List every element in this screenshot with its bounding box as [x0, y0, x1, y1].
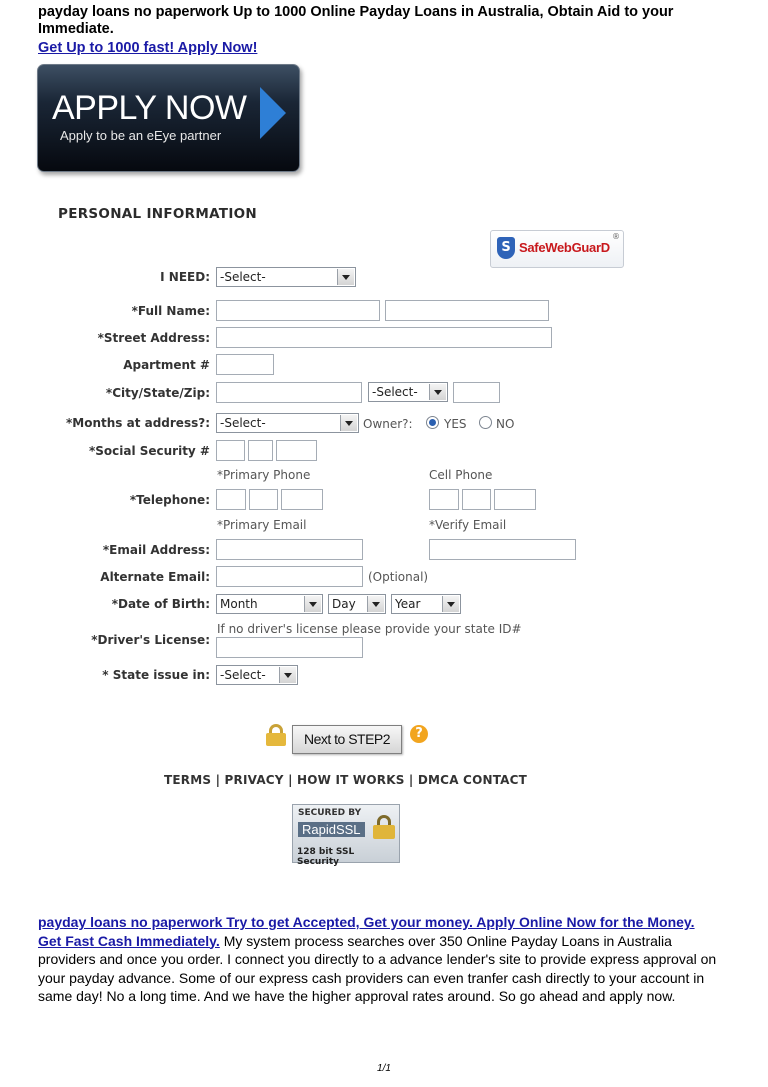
primary-email-label: *Primary Email	[217, 518, 307, 532]
apartment-input[interactable]	[216, 354, 274, 375]
primary-phone-label: *Primary Phone	[217, 468, 311, 482]
telephone-label: *Telephone:	[129, 493, 210, 507]
dob-label: *Date of Birth:	[111, 597, 210, 611]
apply-now-link[interactable]: Get Up to 1000 fast! Apply Now!	[38, 40, 258, 56]
owner-label: Owner?:	[363, 417, 413, 431]
chevron-down-icon	[442, 596, 459, 612]
owner-yes-radio[interactable]	[426, 416, 439, 429]
next-step-button[interactable]: Next to STEP2	[292, 725, 402, 754]
first-name-input[interactable]	[216, 300, 380, 321]
license-label: *Driver's License:	[91, 633, 210, 647]
chevron-down-icon	[340, 415, 357, 431]
ssl-brand: RapidSSL	[298, 822, 365, 837]
state-issue-label: * State issue in:	[102, 668, 210, 682]
chevron-down-icon	[367, 596, 384, 612]
apartment-label: Apartment #	[123, 358, 210, 372]
ssn-part3-input[interactable]	[276, 440, 317, 461]
chevron-down-icon	[304, 596, 321, 612]
need-label: I NEED:	[160, 270, 210, 284]
birth-day-select[interactable]: Day	[328, 594, 386, 614]
owner-no-label: NO	[496, 417, 515, 431]
owner-yes-label: YES	[444, 417, 467, 431]
play-arrow-icon	[260, 87, 286, 139]
footer-links[interactable]: TERMS | PRIVACY | HOW IT WORKS | DMCA CONTACT	[164, 773, 528, 787]
ssn-part2-input[interactable]	[248, 440, 273, 461]
chevron-down-icon	[337, 269, 354, 285]
phone-prefix-input[interactable]	[249, 489, 278, 510]
phone-line-input[interactable]	[281, 489, 323, 510]
birth-year-select[interactable]: Year	[391, 594, 461, 614]
banner-subtext: Apply to be an eEye partner	[60, 128, 222, 143]
cell-phone-label: Cell Phone	[429, 468, 493, 482]
owner-no-radio[interactable]	[479, 416, 492, 429]
shield-icon: S	[497, 237, 515, 259]
full-name-label: *Full Name:	[131, 304, 210, 318]
page-number: 1/1	[377, 1063, 391, 1074]
section-title: PERSONAL INFORMATION	[58, 206, 258, 222]
alt-email-input[interactable]	[216, 566, 363, 587]
email-input[interactable]	[216, 539, 363, 560]
phone-area-input[interactable]	[216, 489, 246, 510]
verify-email-input[interactable]	[429, 539, 576, 560]
ssl-secured-by: SECURED BY	[298, 808, 362, 818]
lock-icon	[266, 724, 286, 746]
safewebguard-badge	[490, 230, 624, 268]
state-issue-select[interactable]: -Select-	[216, 665, 298, 685]
license-note: If no driver's license please provide your state ID#	[217, 622, 522, 636]
cell-line-input[interactable]	[494, 489, 536, 510]
rapidssl-seal	[292, 804, 400, 867]
months-label: *Months at address?:	[66, 416, 210, 430]
bottom-link-headline[interactable]: payday loans no paperwork Try to get Accepted, Get your money. Apply Online Now for the Money.	[38, 914, 695, 930]
banner-headline: APPLY NOW	[52, 89, 247, 127]
ssn-label: *Social Security #	[88, 444, 210, 458]
license-input[interactable]	[216, 637, 363, 658]
registered-mark: ®	[612, 232, 620, 241]
cell-area-input[interactable]	[429, 489, 459, 510]
verify-email-label: *Verify Email	[429, 518, 507, 532]
zip-input[interactable]	[453, 382, 500, 403]
chevron-down-icon	[279, 667, 296, 683]
apply-now-banner[interactable]	[37, 64, 300, 172]
ssl-bits: 128 bit SSL Security	[297, 847, 355, 867]
street-label: *Street Address:	[97, 331, 210, 345]
help-icon[interactable]: ?	[410, 725, 428, 743]
application-form	[40, 196, 660, 876]
ssn-part1-input[interactable]	[216, 440, 245, 461]
alt-email-label: Alternate Email:	[100, 570, 210, 584]
optional-note: (Optional)	[368, 570, 429, 584]
need-select[interactable]: -Select-	[216, 267, 356, 287]
page-title: payday loans no paperwork Up to 1000 Online Payday Loans in Australia, Obtain Aid to your Immediate.	[38, 4, 674, 37]
bottom-link-fast-cash[interactable]: Get Fast Cash Immediately.	[38, 932, 220, 949]
badge-text: SafeWebGuarD	[519, 240, 610, 255]
chevron-down-icon	[429, 384, 446, 400]
state-select[interactable]: -Select-	[368, 382, 448, 402]
email-label: *Email Address:	[102, 543, 210, 557]
padlock-icon	[373, 815, 395, 839]
street-input[interactable]	[216, 327, 552, 348]
months-select[interactable]: -Select-	[216, 413, 359, 433]
last-name-input[interactable]	[385, 300, 549, 321]
city-state-zip-label: *City/State/Zip:	[105, 386, 210, 400]
bottom-paragraph	[38, 913, 728, 1006]
birth-month-select[interactable]: Month	[216, 594, 323, 614]
city-input[interactable]	[216, 382, 362, 403]
bottom-body-text: My system process searches over 350 Online Payday Loans in Australia providers and once you order. I connect you directly to a advance lender's site to provide express approval on your payday advance. Some of our express cash providers can even tranfer cash directly to your account in same day! No a long time. And we have the higher approval rates around. So go ahead and apply now.	[38, 932, 717, 1004]
cell-prefix-input[interactable]	[462, 489, 491, 510]
